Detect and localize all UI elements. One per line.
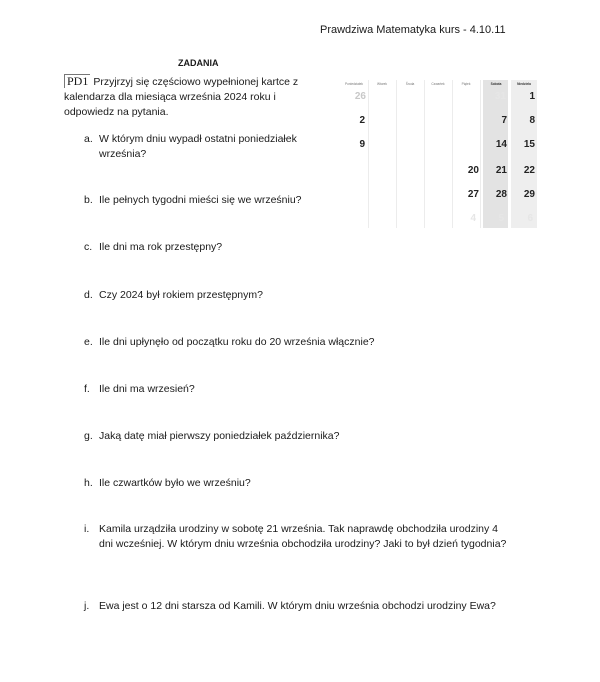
question-text: Ewa jest o 12 dni starsza od Kamili. W którym dniu września obchodzi urodziny Ewa? xyxy=(99,600,496,612)
weekday-label: Sobota xyxy=(490,82,502,86)
question-f xyxy=(84,382,504,397)
intro-text: Przyjrzyj się częściowo wypełnionej kartce z kalendarza dla miesiąca września 2024 roku i odpowiedz na pytania. xyxy=(64,76,299,118)
calendar-day: 29 xyxy=(523,189,535,200)
calendar-day: 1 xyxy=(529,91,535,102)
calendar-day: 22 xyxy=(523,165,535,176)
question-c xyxy=(84,240,504,255)
question-text: W którym dniu wypadł ostatni poniedziałek września? xyxy=(99,133,297,160)
course-header: Prawdziwa Matematyka kurs - 4.10.11 xyxy=(320,24,506,36)
question-letter: b. xyxy=(84,194,93,206)
calendar-day: 9 xyxy=(359,139,365,150)
weekday-label: Piątek xyxy=(461,82,471,86)
calendar-day: 26 xyxy=(354,91,366,102)
weekday-label: Środa xyxy=(405,82,415,86)
calendar-day: 7 xyxy=(501,115,507,126)
calendar-day: 2 xyxy=(359,115,365,126)
question-a xyxy=(84,132,504,162)
question-text: Jaką datę miał pierwszy poniedziałek października? xyxy=(99,430,340,442)
weekday-label: Niedziela xyxy=(517,82,531,86)
calendar-day: 8 xyxy=(529,115,535,126)
question-letter: c. xyxy=(84,241,93,253)
question-letter: i. xyxy=(84,523,90,535)
question-j xyxy=(84,599,504,614)
calendar-day: 31 xyxy=(494,91,506,102)
calendar-day: 14 xyxy=(495,139,507,150)
question-e xyxy=(84,335,504,350)
question-text: Ile czwartków było we wrześniu? xyxy=(99,477,251,489)
question-letter: f. xyxy=(84,383,90,395)
question-text: Ile dni upłynęło od początku roku do 20 września włącznie? xyxy=(99,336,375,348)
weekday-label: Wtorek xyxy=(376,82,388,86)
section-title: ZADANIA xyxy=(178,58,219,68)
question-letter: a. xyxy=(84,133,93,145)
question-letter: h. xyxy=(84,477,93,489)
question-letter: j. xyxy=(84,600,90,612)
calendar-day: 20 xyxy=(467,165,479,176)
calendar-day: 27 xyxy=(467,189,479,200)
question-text: Kamila urządziła urodziny w sobotę 21 września. Tak naprawdę obchodziła urodziny 4 dni wcześniej. W którym dniu września obchodziła urodziny? Jaki to był dzień tygodnia? xyxy=(99,523,507,550)
intro-paragraph xyxy=(64,74,314,120)
question-text: Czy 2024 był rokiem przestępnym? xyxy=(99,289,263,301)
question-letter: e. xyxy=(84,336,93,348)
calendar-day: 6 xyxy=(527,213,533,224)
question-letter: g. xyxy=(84,430,93,442)
calendar-day: 4 xyxy=(470,213,476,224)
weekday-label: Poniedziałek xyxy=(344,82,364,86)
calendar-day: 15 xyxy=(523,139,535,150)
question-b xyxy=(84,193,504,208)
question-text: Ile dni ma rok przestępny? xyxy=(99,241,223,253)
sunday-column xyxy=(511,80,537,228)
question-i xyxy=(84,522,507,552)
question-h xyxy=(84,476,504,491)
calendar-day: 5 xyxy=(498,213,504,224)
question-text: Ile dni ma wrzesień? xyxy=(99,383,195,395)
question-text: Ile pełnych tygodni mieści się we wrześniu? xyxy=(99,194,302,206)
question-d xyxy=(84,288,504,303)
question-letter: d. xyxy=(84,289,93,301)
calendar-day: 21 xyxy=(495,165,507,176)
task-tag: PD1 xyxy=(64,74,90,88)
question-g xyxy=(84,429,504,444)
calendar-day: 28 xyxy=(495,189,507,200)
weekday-label: Czwartek xyxy=(431,82,445,86)
calendar-weekday-header xyxy=(340,80,537,90)
